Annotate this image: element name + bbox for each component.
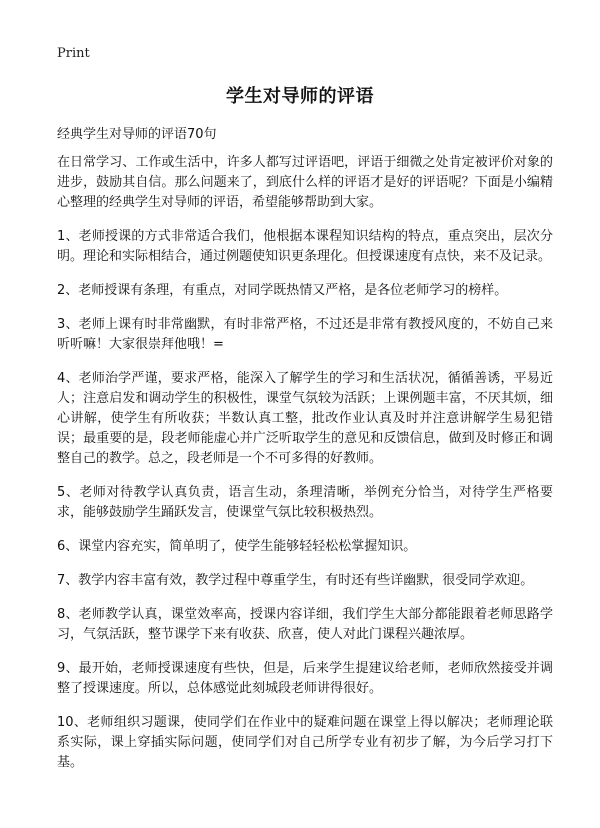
comment-paragraph-4: 4、老师治学严谨，要求严格，能深入了解学生的学习和生活状况，循循善诱，平易近人；注意启发和调动学生的积极性，课堂气氛较为活跃；上课例题丰富，不厌其烦，细心讲解，使学生有所收获；半数认真工整，批改作业认真及时并注意讲解学生易犯错误；最重要的是，段老师能虚心并广泛听取学生的意见和反馈信息，做到及时修正和调整自己的教学。总之，段老师是一个不可多得的好教师。 (57, 371, 553, 466)
comment-paragraph-8: 8、老师教学认真，课堂效率高，授课内容详细，我们学生大部分都能跟着老师思路学习，气氛活跃，整节课学下来有收获、欣喜，使人对此门课程兴趣浓厚。 (57, 607, 553, 642)
comment-paragraph-9: 9、最开始，老师授课速度有些快，但是，后来学生提建议给老师，老师欣然接受并调整了授课速度。所以，总体感觉此刻城段老师讲得很好。 (57, 661, 553, 696)
comment-paragraph-3: 3、老师上课有时非常幽默，有时非常严格，不过还是非常有教授风度的，不妨自己来听听嘛！大家很崇拜他哦！= (57, 317, 553, 352)
comment-paragraph-10: 10、老师组织习题课，使同学们在作业中的疑难问题在课堂上得以解决；老师理论联系实际，课上穿插实际问题，使同学们对自己所学专业有初步了解，为今后学习打下基。 (57, 715, 553, 770)
comment-paragraph-2: 2、老师授课有条理，有重点，对同学既热情又严格，是各位老师学习的榜样。 (57, 283, 508, 298)
comment-paragraph-5: 5、老师对待教学认真负责，语言生动，条理清晰，举例充分恰当，对待学生严格要求，能够鼓励学生踊跃发言，使课堂气氛比较积极热烈。 (57, 485, 553, 520)
intro-paragraph: 在日常学习、工作或生活中，许多人都写过评语吧，评语于细微之处肯定被评价对象的进步，鼓励其自信。那么问题来了，到底什么样的评语才是好的评语呢？下面是小编精心整理的经典学生对导师的评语，希望能够帮助到大家。 (57, 155, 553, 210)
comment-paragraph-7: 7、教学内容丰富有效，教学过程中尊重学生，有时还有些详幽默，很受同学欢迎。 (57, 573, 534, 588)
page-subtitle: 经典学生对导师的评语70句 (57, 127, 217, 142)
print-label[interactable]: Print (57, 46, 90, 61)
page-title: 学生对导师的评语 (226, 86, 374, 107)
comment-paragraph-1: 1、老师授课的方式非常适合我们，他根据本课程知识结构的特点，重点突出，层次分明。理论和实际相结合，通过例题使知识更条理化。但授课速度有点快，来不及记录。 (57, 229, 553, 264)
article-body (57, 153, 553, 787)
comment-paragraph-6: 6、课堂内容充实，简单明了，使学生能够轻轻松松掌握知识。 (57, 539, 417, 554)
